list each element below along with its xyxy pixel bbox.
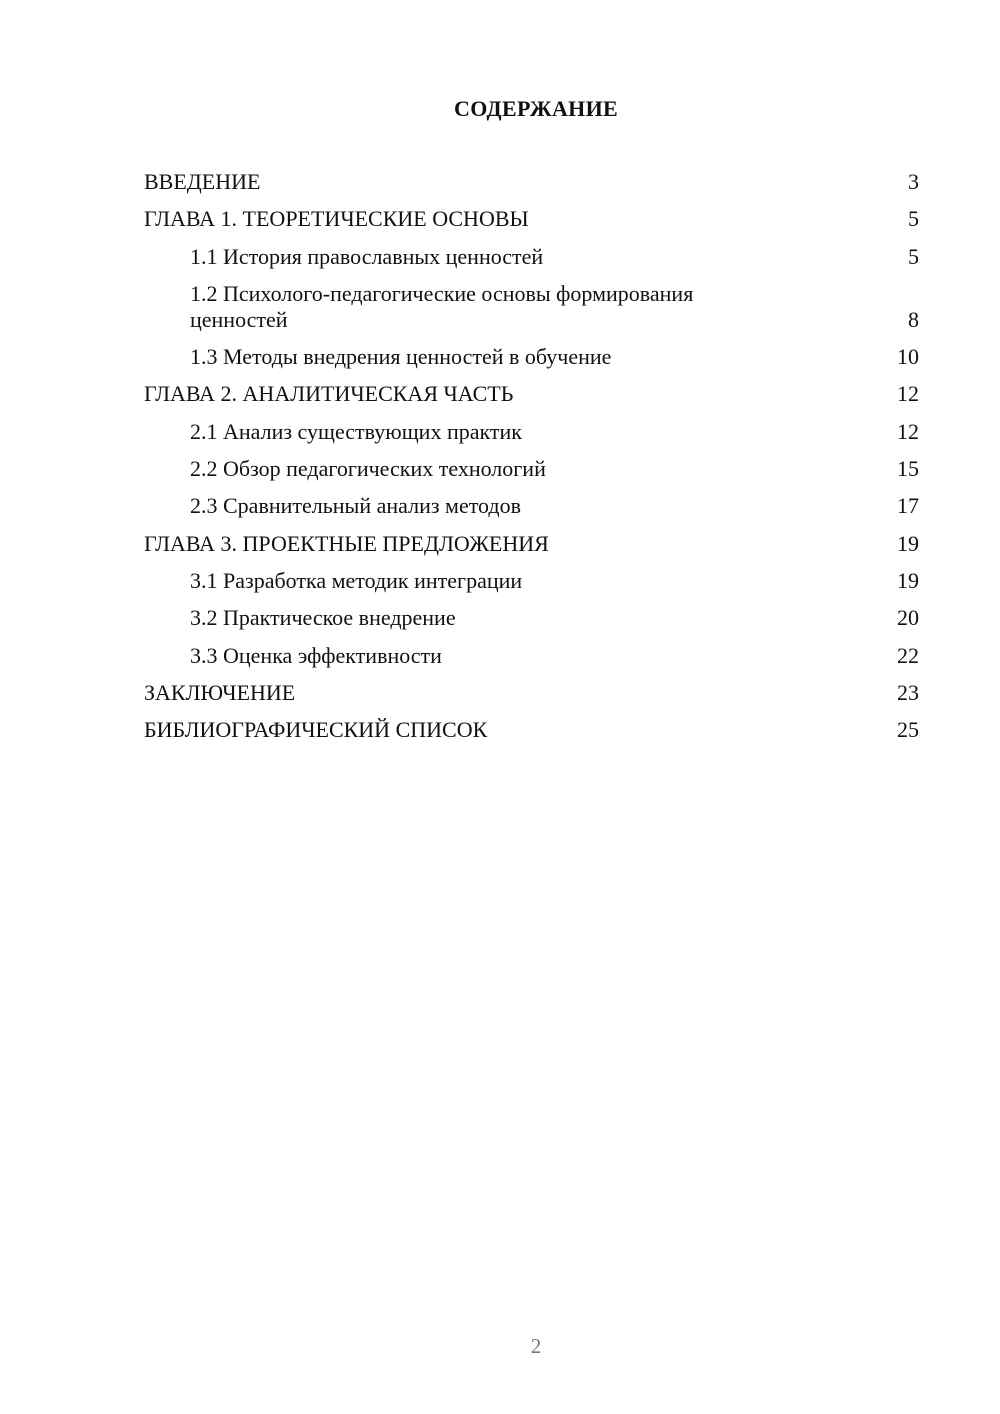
- toc-entry-section-2-1[interactable]: [144, 419, 919, 445]
- toc-entry-page: 19: [897, 567, 919, 593]
- toc-entry-section-3-1[interactable]: [144, 568, 919, 594]
- toc-entry-section-1-2[interactable]: [144, 281, 919, 333]
- toc-entry-section-2-2[interactable]: [144, 456, 919, 482]
- toc-entry-section-1-3[interactable]: [144, 344, 919, 370]
- toc-entry-chapter-3[interactable]: [144, 531, 919, 557]
- toc-entry-label: 2.1 Анализ существующих практик: [190, 418, 522, 444]
- toc-entry-page: 3: [908, 169, 919, 194]
- toc-entry-label: 1.1 История православных ценностей: [190, 243, 544, 269]
- toc-entry-label: 2.2 Обзор педагогических технологий: [190, 456, 546, 482]
- toc-entry-section-3-3[interactable]: [144, 643, 919, 669]
- toc-entry-label: ГЛАВА 2. АНАЛИТИЧЕСКАЯ ЧАСТЬ: [144, 381, 514, 407]
- toc-entry-page: 10: [897, 344, 919, 370]
- toc-entry-page: 12: [897, 418, 919, 444]
- toc-entry-label: БИБЛИОГРАФИЧЕСКИЙ СПИСОК: [144, 717, 488, 743]
- toc-entry-page: 8: [908, 306, 919, 332]
- toc-entry-label: ЗАКЛЮЧЕНИЕ: [144, 679, 296, 705]
- toc-entry-label: 2.3 Сравнительный анализ методов: [190, 493, 521, 519]
- toc-entry-label: 3.3 Оценка эффективности: [190, 642, 442, 668]
- page-title: СОДЕРЖАНИЕ: [454, 96, 618, 121]
- toc-entry-page: 25: [897, 717, 919, 743]
- toc-entry-page: 19: [897, 530, 919, 556]
- toc-entry-label: ГЛАВА 1. ТЕОРЕТИЧЕСКИЕ ОСНОВЫ: [144, 206, 529, 232]
- toc-entry-conclusion[interactable]: [144, 680, 919, 706]
- toc-entry-page: 22: [897, 642, 919, 668]
- toc-entry-introduction[interactable]: [144, 169, 919, 195]
- toc-entry-bibliography[interactable]: [144, 717, 919, 743]
- toc-entry-page: 12: [897, 381, 919, 407]
- toc-entry-page: 15: [897, 456, 919, 482]
- toc-entry-label: 1.2 Психолого-педагогические основы формирования ценностей: [190, 280, 694, 332]
- toc-entry-section-3-2[interactable]: [144, 605, 919, 631]
- page-number: 2: [530, 1334, 542, 1358]
- toc-entry-page: 17: [897, 493, 919, 519]
- toc-entry-label: 3.2 Практическое внедрение: [190, 605, 456, 631]
- toc-entry-section-2-3[interactable]: [144, 493, 919, 519]
- toc-entry-label: ГЛАВА 3. ПРОЕКТНЫЕ ПРЕДЛОЖЕНИЯ: [144, 530, 549, 556]
- toc-entry-page: 5: [908, 243, 919, 269]
- toc-entry-chapter-2[interactable]: [144, 381, 919, 407]
- toc-entry-label: ВВЕДЕНИЕ: [144, 169, 261, 194]
- toc-entry-page: 20: [897, 605, 919, 631]
- toc-entry-chapter-1[interactable]: [144, 206, 919, 232]
- toc-entry-page: 23: [897, 679, 919, 705]
- toc-entry-label: 3.1 Разработка методик интеграции: [190, 567, 523, 593]
- toc-entry-section-1-1[interactable]: [144, 244, 919, 270]
- table-of-contents: [144, 169, 919, 754]
- toc-entry-page: 5: [908, 206, 919, 232]
- toc-entry-label: 1.3 Методы внедрения ценностей в обучение: [190, 344, 612, 370]
